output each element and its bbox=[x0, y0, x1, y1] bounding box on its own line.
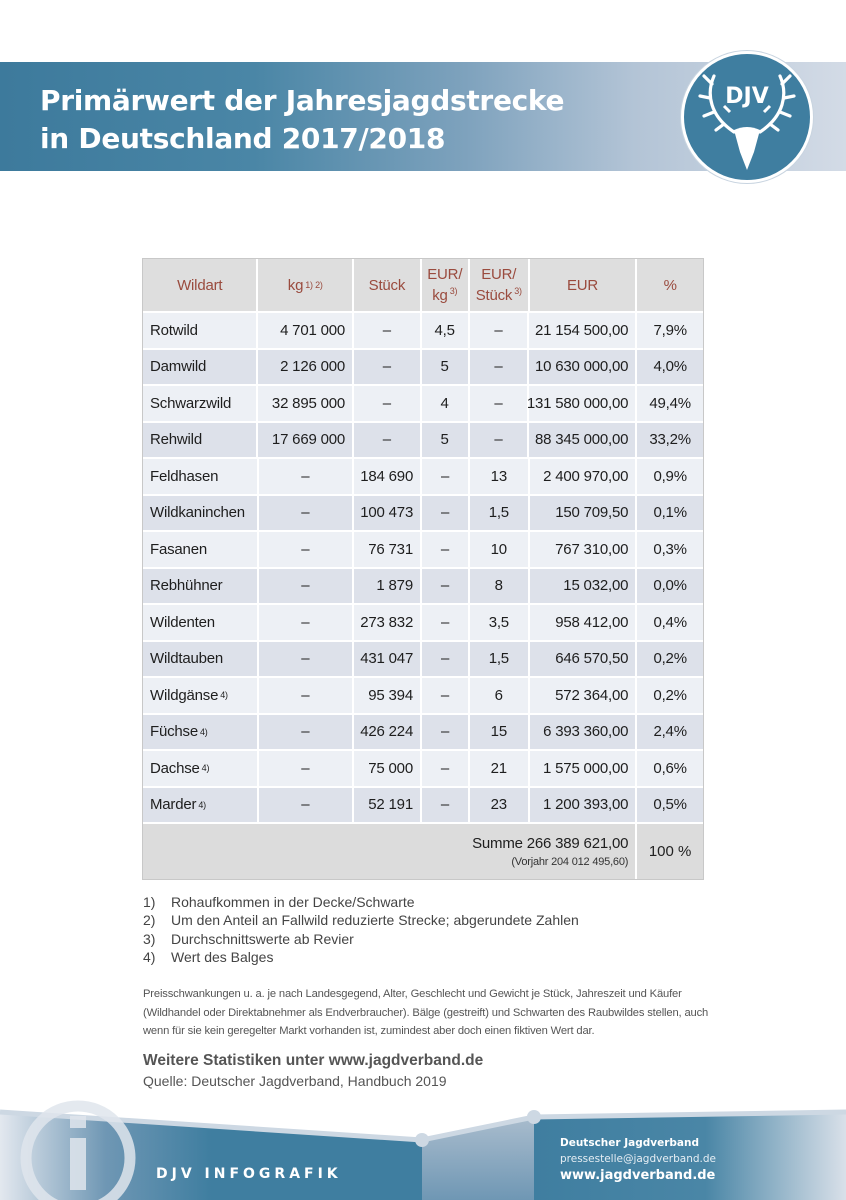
cell-eur: 958 412,00 bbox=[530, 605, 638, 640]
more-stats-link[interactable]: Weitere Statistiken unter www.jagdverband.de bbox=[143, 1052, 484, 1069]
table-row bbox=[143, 642, 703, 679]
cell-stueck: 426 224 bbox=[354, 715, 422, 750]
col-header-eur-stueck: EUR/ Stück $^{3)}$ bbox=[470, 259, 530, 311]
footnote-item: 4) Wert des Balges bbox=[143, 948, 274, 965]
cell-stueck: 75 000 bbox=[354, 751, 422, 786]
disclaimer-text: Preisschwankungen u. a. je nach Landesgegend, Alter, Geschlecht und Gewicht je Stück, Jahreszeit und Käufer (Wildhandel oder Direktabnehmer als Endverbraucher). Bälge (gestreift) und Schwarten des Raubwildes stellen, auch wenn für sie kein geregelter Markt vorhanden ist, zumindest aber doch einen fiktiven Wert dar. bbox=[143, 988, 709, 1037]
col-header-kg: kg 1) 2) bbox=[258, 259, 354, 311]
cell-pct: 0,6% bbox=[637, 751, 703, 786]
cell-stueck: – bbox=[354, 386, 422, 421]
cell-eur-stueck: 6 bbox=[470, 678, 530, 713]
col-header-stueck: Stück bbox=[354, 259, 422, 311]
cell-eur: 88 345 000,00 bbox=[529, 423, 637, 458]
cell-stueck: – bbox=[354, 423, 422, 458]
cell-pct: 49,4% bbox=[637, 386, 703, 421]
cell-eur: 1 200 393,00 bbox=[530, 788, 638, 823]
cell-eur: 767 310,00 bbox=[530, 532, 638, 567]
sum-percent: 100 % bbox=[648, 843, 692, 860]
cell-kg: 2 126 000 bbox=[258, 350, 354, 385]
cell-pct: 7,9% bbox=[637, 313, 703, 348]
table-row bbox=[143, 532, 703, 569]
cell-eur-kg: – bbox=[422, 532, 470, 567]
col-header-eur: EUR bbox=[530, 259, 638, 311]
cell-eur-stueck: 23 bbox=[470, 788, 530, 823]
cell-wildart: Marder 4) bbox=[143, 788, 259, 823]
cell-kg: – bbox=[259, 642, 355, 677]
cell-wildart: Rehwild bbox=[143, 423, 258, 458]
cell-eur-kg: 5 bbox=[422, 423, 470, 458]
cell-eur-kg: – bbox=[422, 788, 470, 823]
cell-wildart: Wildgänse 4) bbox=[143, 678, 259, 713]
cell-pct: 0,2% bbox=[637, 642, 703, 677]
cell-eur-stueck: 21 bbox=[470, 751, 530, 786]
footer-label: DJV INFOGRAFIK bbox=[156, 1166, 342, 1182]
cell-eur-kg: – bbox=[422, 496, 470, 531]
cell-eur-stueck: – bbox=[470, 313, 530, 348]
cell-pct: 0,1% bbox=[637, 496, 703, 531]
table-row bbox=[143, 715, 703, 752]
cell-stueck: 95 394 bbox=[354, 678, 422, 713]
sum-cell bbox=[143, 824, 637, 879]
cell-eur-kg: – bbox=[422, 751, 470, 786]
sum-row bbox=[143, 824, 703, 879]
cell-kg: – bbox=[259, 569, 355, 604]
table-row bbox=[143, 459, 703, 496]
cell-kg: 32 895 000 bbox=[258, 386, 354, 421]
table-row bbox=[143, 496, 703, 533]
cell-pct: 0,5% bbox=[637, 788, 703, 823]
table-row bbox=[143, 569, 703, 606]
cell-eur-kg: 4 bbox=[422, 386, 470, 421]
game-value-table bbox=[142, 258, 704, 880]
cell-stueck: 52 191 bbox=[354, 788, 422, 823]
stag-antler-icon bbox=[684, 54, 810, 180]
cell-stueck: 273 832 bbox=[354, 605, 422, 640]
table-row bbox=[143, 423, 703, 460]
footer-website-link[interactable]: www.jagdverband.de bbox=[560, 1168, 716, 1183]
cell-eur-kg: 4,5 bbox=[422, 313, 470, 348]
cell-eur: 21 154 500,00 bbox=[529, 313, 637, 348]
table-row bbox=[143, 386, 703, 423]
cell-pct: 4,0% bbox=[637, 350, 703, 385]
cell-eur: 15 032,00 bbox=[530, 569, 638, 604]
col-header-eur-kg: EUR/ kg $^{3)}$ bbox=[422, 259, 470, 311]
col-header-pct: % bbox=[637, 259, 703, 311]
footnote-item: 2) Um den Anteil an Fallwild reduzierte Strecke; abgerundete Zahlen bbox=[143, 912, 579, 929]
col-header-wildart: Wildart bbox=[143, 259, 258, 311]
cell-wildart: Rebhühner bbox=[143, 569, 259, 604]
cell-eur: 646 570,50 bbox=[530, 642, 638, 677]
cell-eur-stueck: 3,5 bbox=[470, 605, 530, 640]
cell-wildart: Wildkaninchen bbox=[143, 496, 259, 531]
footer-banner bbox=[0, 1100, 846, 1200]
cell-stueck: 184 690 bbox=[354, 459, 422, 494]
cell-stueck: – bbox=[354, 313, 422, 348]
cell-kg: – bbox=[259, 532, 355, 567]
cell-kg: – bbox=[259, 751, 355, 786]
cell-eur: 150 709,50 bbox=[530, 496, 638, 531]
cell-wildart: Rotwild bbox=[143, 313, 258, 348]
cell-eur: 10 630 000,00 bbox=[529, 350, 637, 385]
table-row bbox=[143, 350, 703, 387]
cell-stueck: – bbox=[354, 350, 422, 385]
cell-eur-stueck: 13 bbox=[470, 459, 530, 494]
cell-kg: – bbox=[259, 496, 355, 531]
cell-wildart: Wildenten bbox=[143, 605, 259, 640]
table-row bbox=[143, 605, 703, 642]
cell-wildart: Damwild bbox=[143, 350, 258, 385]
footnote-item: 3) Durchschnittswerte ab Revier bbox=[143, 930, 354, 947]
cell-eur-kg: 5 bbox=[422, 350, 470, 385]
cell-eur-stueck: 1,5 bbox=[470, 496, 530, 531]
cell-stueck: 100 473 bbox=[354, 496, 422, 531]
table-row bbox=[143, 788, 703, 825]
cell-kg: – bbox=[259, 605, 355, 640]
cell-eur-kg: – bbox=[422, 642, 470, 677]
cell-eur-stueck: 15 bbox=[470, 715, 530, 750]
cell-eur-kg: – bbox=[422, 459, 470, 494]
logo-text: DJV bbox=[725, 84, 769, 109]
cell-pct: 2,4% bbox=[637, 715, 703, 750]
cell-eur: 572 364,00 bbox=[530, 678, 638, 713]
table-row bbox=[143, 678, 703, 715]
cell-eur-stueck: 10 bbox=[470, 532, 530, 567]
cell-eur: 2 400 970,00 bbox=[530, 459, 638, 494]
cell-pct: 0,4% bbox=[637, 605, 703, 640]
cell-stueck: 431 047 bbox=[354, 642, 422, 677]
cell-eur-stueck: – bbox=[470, 386, 530, 421]
cell-eur-stueck: – bbox=[470, 423, 530, 458]
cell-kg: – bbox=[259, 715, 355, 750]
cell-kg: 17 669 000 bbox=[258, 423, 354, 458]
cell-stueck: 1 879 bbox=[354, 569, 422, 604]
cell-eur-kg: – bbox=[422, 715, 470, 750]
cell-pct: 33,2% bbox=[637, 423, 703, 458]
page-title bbox=[40, 82, 564, 158]
table-row bbox=[143, 751, 703, 788]
title-line-2: in Deutschland 2017/2018 bbox=[40, 122, 446, 155]
cell-pct: 0,3% bbox=[637, 532, 703, 567]
cell-eur: 6 393 360,00 bbox=[530, 715, 638, 750]
footnotes bbox=[143, 893, 579, 966]
cell-eur: 131 580 000,00 bbox=[529, 386, 637, 421]
cell-eur-stueck: 1,5 bbox=[470, 642, 530, 677]
title-line-1: Primärwert der Jahresjagdstrecke bbox=[40, 84, 565, 117]
cell-eur-kg: – bbox=[422, 678, 470, 713]
cell-wildart: Schwarzwild bbox=[143, 386, 258, 421]
sum-previous-year: (Vorjahr 204 012 495,60) bbox=[511, 856, 629, 868]
cell-eur-stueck: 8 bbox=[470, 569, 530, 604]
cell-wildart: Dachse 4) bbox=[143, 751, 259, 786]
footer-email-link[interactable]: pressestelle@jagdverband.de bbox=[560, 1153, 717, 1165]
djv-logo bbox=[681, 51, 813, 183]
cell-wildart: Fasanen bbox=[143, 532, 259, 567]
cell-kg: – bbox=[259, 788, 355, 823]
cell-pct: 0,0% bbox=[637, 569, 703, 604]
cell-wildart: Feldhasen bbox=[143, 459, 259, 494]
footer-org: Deutscher Jagdverband bbox=[560, 1137, 699, 1149]
cell-pct: 0,2% bbox=[637, 678, 703, 713]
cell-wildart: Wildtauben bbox=[143, 642, 259, 677]
cell-eur-kg: – bbox=[422, 569, 470, 604]
cell-wildart: Füchse 4) bbox=[143, 715, 259, 750]
cell-kg: – bbox=[259, 678, 355, 713]
sum-total: Summe 266 389 621,00 bbox=[472, 835, 629, 852]
cell-eur-stueck: – bbox=[470, 350, 530, 385]
footnote-item: 1) Rohaufkommen in der Decke/Schwarte bbox=[143, 894, 415, 910]
cell-stueck: 76 731 bbox=[354, 532, 422, 567]
table-header-row bbox=[143, 259, 703, 313]
cell-eur-kg: – bbox=[422, 605, 470, 640]
source-text: Quelle: Deutscher Jagdverband, Handbuch 2019 bbox=[143, 1073, 447, 1089]
cell-kg: – bbox=[259, 459, 355, 494]
cell-pct: 0,9% bbox=[637, 459, 703, 494]
cell-eur: 1 575 000,00 bbox=[530, 751, 638, 786]
table-row bbox=[143, 313, 703, 350]
cell-kg: 4 701 000 bbox=[258, 313, 354, 348]
